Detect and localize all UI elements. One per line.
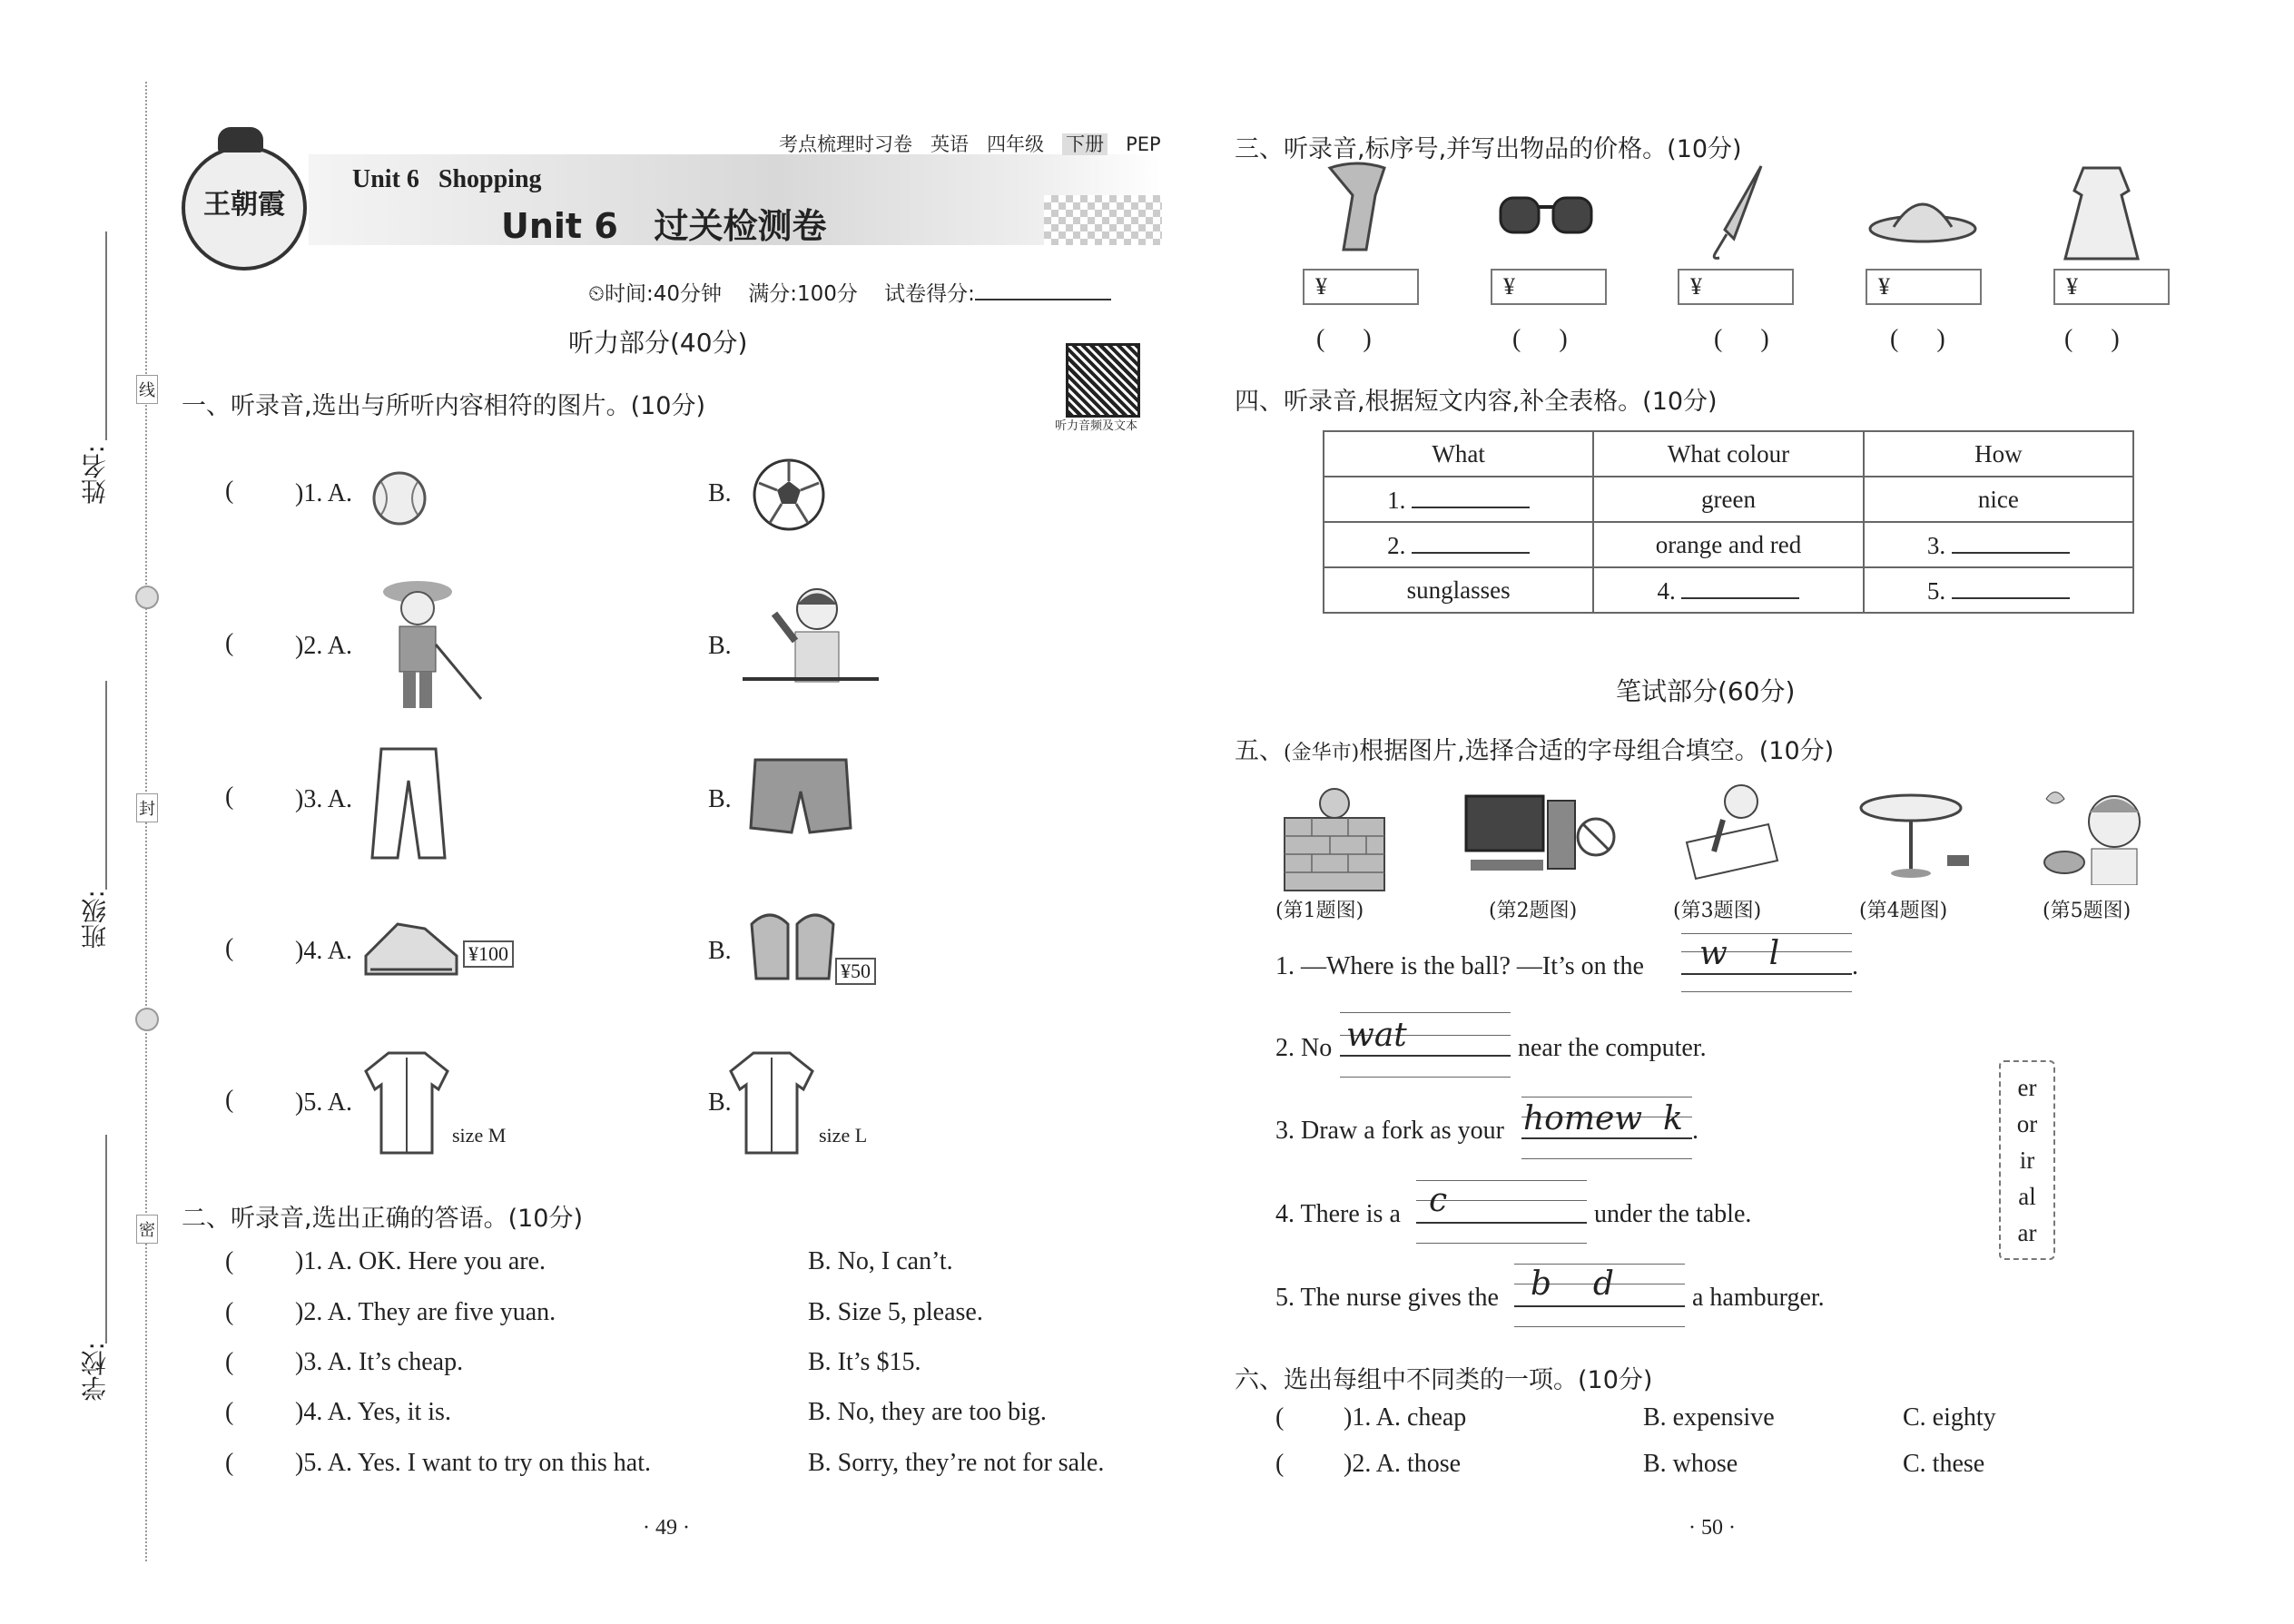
table-cell[interactable]: 3. <box>1864 522 2133 567</box>
trousers-icon <box>363 744 454 862</box>
dress-icon <box>2056 163 2147 263</box>
shorts-icon <box>746 755 855 837</box>
writing-line <box>1681 991 1852 992</box>
answer-paren[interactable]: ( <box>225 1398 234 1426</box>
table-header: What <box>1324 431 1593 477</box>
p2-q2-b: B. Size 5, please. <box>808 1298 983 1326</box>
table-cell[interactable]: 4. <box>1593 567 1863 613</box>
answer-paren[interactable]: ( <box>225 934 234 962</box>
figure-caption: (第5题图) <box>2043 900 2132 922</box>
writing-line <box>1340 1077 1511 1078</box>
table-row <box>1324 567 2133 613</box>
farmer-icon <box>363 572 490 717</box>
writing-line <box>1416 1180 1587 1181</box>
price-field[interactable]: ¥ <box>1866 269 1982 305</box>
binding-mark-feng: 封 <box>136 793 158 822</box>
baseball-icon <box>370 469 428 527</box>
answer-paren[interactable]: ( <box>1275 1450 1285 1478</box>
price-field[interactable]: ¥ <box>1678 269 1794 305</box>
logo-text: 王朝霞 <box>203 190 285 220</box>
p5-q2-text: 2. No <box>1275 1034 1333 1062</box>
writing-line <box>1340 1055 1511 1057</box>
blank-field[interactable] <box>1412 530 1530 554</box>
p2-q4-b: B. No, they are too big. <box>808 1398 1047 1426</box>
part5-heading: 五、(金华市)根据图片,选择合适的字母组合填空。(10分) <box>1235 737 1835 765</box>
figure-caption: (第3题图) <box>1673 900 1762 922</box>
writing-line <box>1681 933 1852 934</box>
p2-q1-b: B. No, I can’t. <box>808 1247 953 1275</box>
series-label: 考点梳理时习卷 <box>779 133 912 155</box>
answer-paren[interactable]: ( <box>225 1247 234 1275</box>
table-row <box>1324 522 2133 567</box>
p5-q3-end: . <box>1692 1117 1698 1145</box>
letter-options-box <box>1999 1060 2055 1260</box>
school-line <box>105 1135 107 1343</box>
q2-label: )2. A. <box>295 632 352 660</box>
answer-paren[interactable]: ( <box>225 629 234 657</box>
qr-code-icon[interactable] <box>1066 343 1140 418</box>
part2-heading: 二、听录音,选出正确的答语。(10分) <box>182 1205 584 1233</box>
brand-logo <box>182 145 307 271</box>
fill-table <box>1323 430 2134 614</box>
table-icon <box>1856 790 1974 881</box>
blank-field[interactable] <box>1681 576 1799 599</box>
figure-caption: (第4题图) <box>1859 900 1948 922</box>
boy-drawing-icon <box>1669 779 1787 883</box>
writing-line <box>1681 973 1852 975</box>
shirt-icon <box>726 1048 817 1157</box>
table-cell: green <box>1593 477 1863 522</box>
price-tag-b: ¥50 <box>835 958 876 985</box>
school-label: 学校: <box>80 1342 110 1402</box>
table-cell: orange and red <box>1593 522 1863 567</box>
crown-icon <box>218 127 263 153</box>
p5-q3-text: 3. Draw a fork as your <box>1275 1117 1504 1145</box>
blank-field[interactable] <box>1412 485 1530 508</box>
p6-q2-a: )2. A. those <box>1344 1450 1462 1478</box>
order-paren[interactable]: ( ) <box>1512 325 1568 353</box>
binding-hole-icon <box>135 586 159 609</box>
boy-waving-icon <box>743 577 879 704</box>
part4-heading: 四、听录音,根据短文内容,补全表格。(10分) <box>1235 388 1718 416</box>
listening-title: 听力部分(40分) <box>568 328 748 358</box>
binding-hole-icon <box>135 1008 159 1031</box>
class-line <box>105 681 107 890</box>
q2-b: B. <box>708 632 732 660</box>
answer-paren[interactable]: ( <box>225 782 234 811</box>
order-paren[interactable]: ( ) <box>1890 325 1945 353</box>
table-header: What colour <box>1593 431 1863 477</box>
p5-q2-end: near the computer. <box>1518 1034 1707 1062</box>
part1-heading: 一、听录音,选出与所听内容相符的图片。(10分) <box>182 392 706 420</box>
figure-caption: (第2题图) <box>1489 900 1578 922</box>
edition-label: PEP <box>1126 133 1161 155</box>
q3-label: )3. A. <box>295 785 352 813</box>
binding-mark-mi: 密 <box>136 1215 158 1244</box>
writing-line <box>1514 1305 1685 1307</box>
nurse-icon <box>2028 781 2164 885</box>
p5-q5-end: a hamburger. <box>1692 1284 1825 1312</box>
name-line <box>105 231 107 440</box>
writing-line <box>1521 1158 1692 1159</box>
clock-icon: ⏲ <box>588 282 605 306</box>
answer-paren[interactable]: ( <box>225 1086 234 1114</box>
order-paren[interactable]: ( ) <box>2064 325 2120 353</box>
table-cell[interactable]: 2. <box>1324 522 1593 567</box>
table-row <box>1324 477 2133 522</box>
letter-option: ir <box>2019 1147 2035 1174</box>
figure-caption: (第1题图) <box>1275 900 1364 922</box>
p5-q4-end: under the table. <box>1594 1200 1752 1228</box>
q4-label: )4. A. <box>295 937 352 965</box>
sneakers-icon <box>361 906 463 988</box>
p5-q4-text: 4. There is a <box>1275 1200 1401 1228</box>
checker-decoration <box>1044 195 1162 245</box>
p2-q4-a: )4. A. Yes, it is. <box>295 1398 451 1426</box>
letter-option: al <box>2018 1183 2036 1210</box>
answer-paren[interactable]: ( <box>225 477 234 505</box>
letter-option: er <box>2017 1074 2037 1101</box>
header-series <box>779 130 1161 157</box>
writing-line <box>1521 1137 1692 1139</box>
writing-line <box>1416 1243 1587 1244</box>
writing-title: 笔试部分(60分) <box>1616 676 1796 706</box>
handwritten-answer[interactable]: b d <box>1531 1265 1614 1303</box>
answer-paren[interactable]: ( <box>225 1348 234 1376</box>
handwritten-answer[interactable]: w l <box>1699 935 1780 972</box>
scarf-icon <box>1312 159 1403 259</box>
q5-label: )5. A. <box>295 1088 352 1117</box>
p2-q2-a: )2. A. They are five yuan. <box>295 1298 556 1326</box>
order-paren[interactable]: ( ) <box>1714 325 1769 353</box>
p2-q5-b: B. Sorry, they’re not for sale. <box>808 1449 1105 1477</box>
computer-icon <box>1462 792 1616 882</box>
price-field[interactable]: ¥ <box>2053 269 2170 305</box>
order-paren[interactable]: ( ) <box>1316 325 1372 353</box>
score-field[interactable] <box>975 299 1111 300</box>
q5-b: B. <box>708 1088 732 1117</box>
hat-icon <box>1866 182 1979 245</box>
q4-b: B. <box>708 937 732 965</box>
binding-mark-xian: 线 <box>136 375 158 404</box>
score-label: 试卷得分: <box>884 282 975 306</box>
p2-q3-a: )3. A. It’s cheap. <box>295 1348 464 1376</box>
blank-field[interactable] <box>1952 530 2070 554</box>
p6-q1-a: )1. A. cheap <box>1344 1403 1467 1432</box>
time-label: 时间:40分钟 <box>604 282 722 306</box>
page-title: Unit 6 过关检测卷 <box>501 206 827 246</box>
writing-line <box>1514 1264 1685 1265</box>
p6-q2-b: B. whose <box>1643 1450 1738 1478</box>
grade-label: 四年级 <box>987 133 1045 155</box>
answer-paren[interactable]: ( <box>225 1298 234 1326</box>
p2-q1-a: )1. A. OK. Here you are. <box>295 1247 546 1275</box>
page-number-right: · 50 · <box>1689 1516 1736 1540</box>
umbrella-icon <box>1707 162 1770 261</box>
table-cell: sunglasses <box>1324 567 1593 613</box>
wall-ball-icon <box>1280 785 1389 894</box>
letter-option: or <box>2016 1110 2038 1137</box>
price-field[interactable]: ¥ <box>1303 269 1419 305</box>
p5-q5-text: 5. The nurse gives the <box>1275 1284 1499 1312</box>
page-number-left: · 49 · <box>643 1516 690 1540</box>
writing-line <box>1514 1326 1685 1327</box>
writing-line <box>1416 1222 1587 1224</box>
answer-paren[interactable]: ( <box>225 1449 234 1477</box>
shirt-icon <box>361 1048 452 1157</box>
p2-q3-b: B. It’s $15. <box>808 1348 921 1376</box>
p5-q1-text: 1. —Where is the ball? —It’s on the <box>1275 952 1644 980</box>
table-header: How <box>1864 431 2133 477</box>
q1-label: )1. A. <box>295 479 352 507</box>
table-cell[interactable]: 1. <box>1324 477 1593 522</box>
blank-field[interactable] <box>1952 576 2070 599</box>
football-icon <box>750 456 828 534</box>
table-header-row <box>1324 431 2133 477</box>
handwritten-answer[interactable]: c <box>1429 1182 1448 1219</box>
gloves-icon <box>743 897 844 988</box>
name-label: 姓名: <box>80 445 110 505</box>
volume-label: 下册 <box>1062 133 1108 155</box>
subject-label: 英语 <box>930 133 970 155</box>
sunglasses-icon <box>1496 180 1596 249</box>
size-label-b: size L <box>819 1124 868 1147</box>
size-label-a: size M <box>452 1124 507 1147</box>
writing-line <box>1340 1012 1511 1013</box>
class-label: 班级: <box>80 890 110 950</box>
table-cell: nice <box>1864 477 2133 522</box>
price-tag-a: ¥100 <box>463 940 514 968</box>
qr-caption: 听力音频及文本 <box>1055 419 1138 433</box>
p5-q1-end: . <box>1852 952 1858 980</box>
p6-q1-b: B. expensive <box>1643 1403 1775 1432</box>
q1-b: B. <box>708 479 732 507</box>
unit-subtitle: Unit 6 Shopping <box>352 165 542 193</box>
handwritten-answer[interactable]: wat <box>1346 1017 1407 1054</box>
p6-q2-c: C. these <box>1903 1450 1985 1478</box>
p6-q1-c: C. eighty <box>1903 1403 1996 1432</box>
q3-b: B. <box>708 785 732 813</box>
answer-paren[interactable]: ( <box>1275 1403 1285 1432</box>
p2-q5-a: )5. A. Yes. I want to try on this hat. <box>295 1449 651 1477</box>
full-score-label: 满分:100分 <box>748 282 858 306</box>
handwritten-answer[interactable]: homew k <box>1523 1100 1683 1137</box>
price-field[interactable]: ¥ <box>1491 269 1607 305</box>
part6-heading: 六、选出每组中不同类的一项。(10分) <box>1235 1366 1653 1394</box>
table-cell[interactable]: 5. <box>1864 567 2133 613</box>
part3-heading: 三、听录音,标序号,并写出物品的价格。(10分) <box>1235 135 1742 163</box>
letter-option: ar <box>2017 1219 2037 1246</box>
exam-info <box>588 277 1111 307</box>
